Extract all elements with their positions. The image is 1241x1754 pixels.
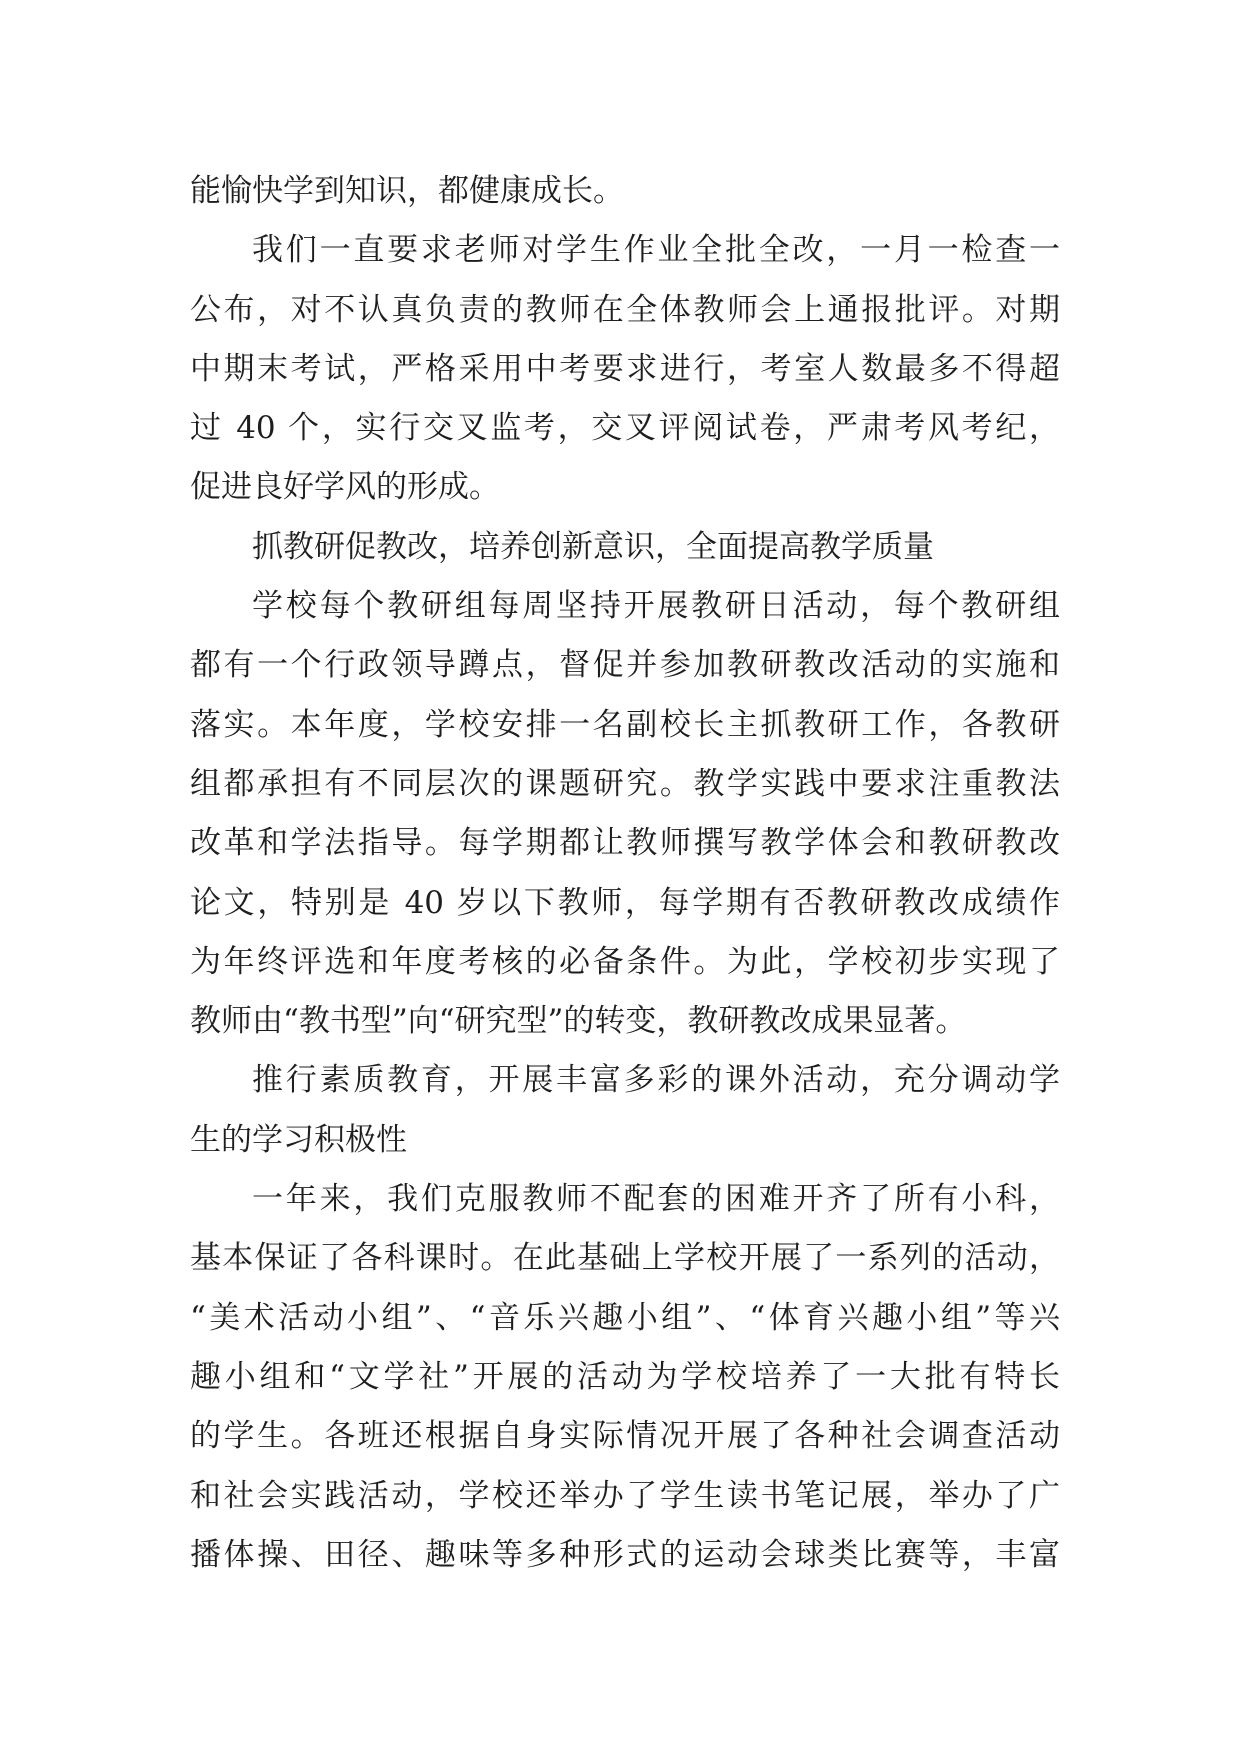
paragraph-line: 组都承担有不同层次的课题研究。教学实践中要求注重教法 [190, 765, 1060, 802]
paragraph-line: 学校每个教研组每周坚持开展教研日活动，每个教研组 [252, 588, 1060, 625]
paragraph-line: 中期末考试，严格采用中考要求进行，考室人数最多不得超 [190, 350, 1060, 387]
paragraph-line: 和社会实践活动，学校还举办了学生读书笔记展，举办了广 [190, 1477, 1060, 1514]
paragraph-line: 基本保证了各科课时。在此基础上学校开展了一系列的活动， [190, 1240, 1060, 1277]
paragraph-line: 播体操、田径、趣味等多种形式的运动会球类比赛等，丰富 [190, 1536, 1060, 1573]
section-heading: 抓教研促教改，培养创新意识，全面提高教学质量 [252, 528, 934, 565]
paragraph-line: 过 40 个，实行交叉监考，交叉评阅试卷，严肃考风考纪， [190, 410, 1060, 447]
paragraph-line: 一年来，我们克服教师不配套的困难开齐了所有小科， [252, 1181, 1060, 1218]
paragraph-line: 我们一直要求老师对学生作业全批全改，一月一检查一 [252, 232, 1060, 269]
document-body [190, 162, 1060, 1585]
paragraph-line: 促进良好学风的形成。 [190, 469, 500, 506]
paragraph-line: 论文，特别是 40 岁以下教师，每学期有否教研教改成绩作 [190, 884, 1060, 921]
paragraph-line: 教师由“教书型”向“研究型”的转变，教研教改成果显著。 [190, 1003, 967, 1040]
section-heading: 生的学习积极性 [190, 1121, 407, 1158]
section-heading: 推行素质教育，开展丰富多彩的课外活动，充分调动学 [252, 1062, 1060, 1099]
paragraph-line: 能愉快学到知识，都健康成长。 [190, 173, 624, 209]
paragraph-line: 改革和学法指导。每学期都让教师撰写教学体会和教研教改 [190, 825, 1060, 862]
paragraph-line: 落实。本年度，学校安排一名副校长主抓教研工作，各教研 [190, 706, 1060, 743]
paragraph-line: 为年终评选和年度考核的必备条件。为此，学校初步实现了 [190, 943, 1060, 980]
paragraph-line: “美术活动小组”、“音乐兴趣小组”、“体育兴趣小组”等兴 [190, 1299, 1060, 1336]
paragraph-line: 趣小组和“文学社”开展的活动为学校培养了一大批有特长 [190, 1358, 1060, 1395]
paragraph-line: 的学生。各班还根据自身实际情况开展了各种社会调查活动 [190, 1418, 1060, 1455]
paragraph-line: 公布，对不认真负责的教师在全体教师会上通报批评。对期 [190, 291, 1060, 328]
paragraph-line: 都有一个行政领导蹲点，督促并参加教研教改活动的实施和 [190, 647, 1060, 684]
